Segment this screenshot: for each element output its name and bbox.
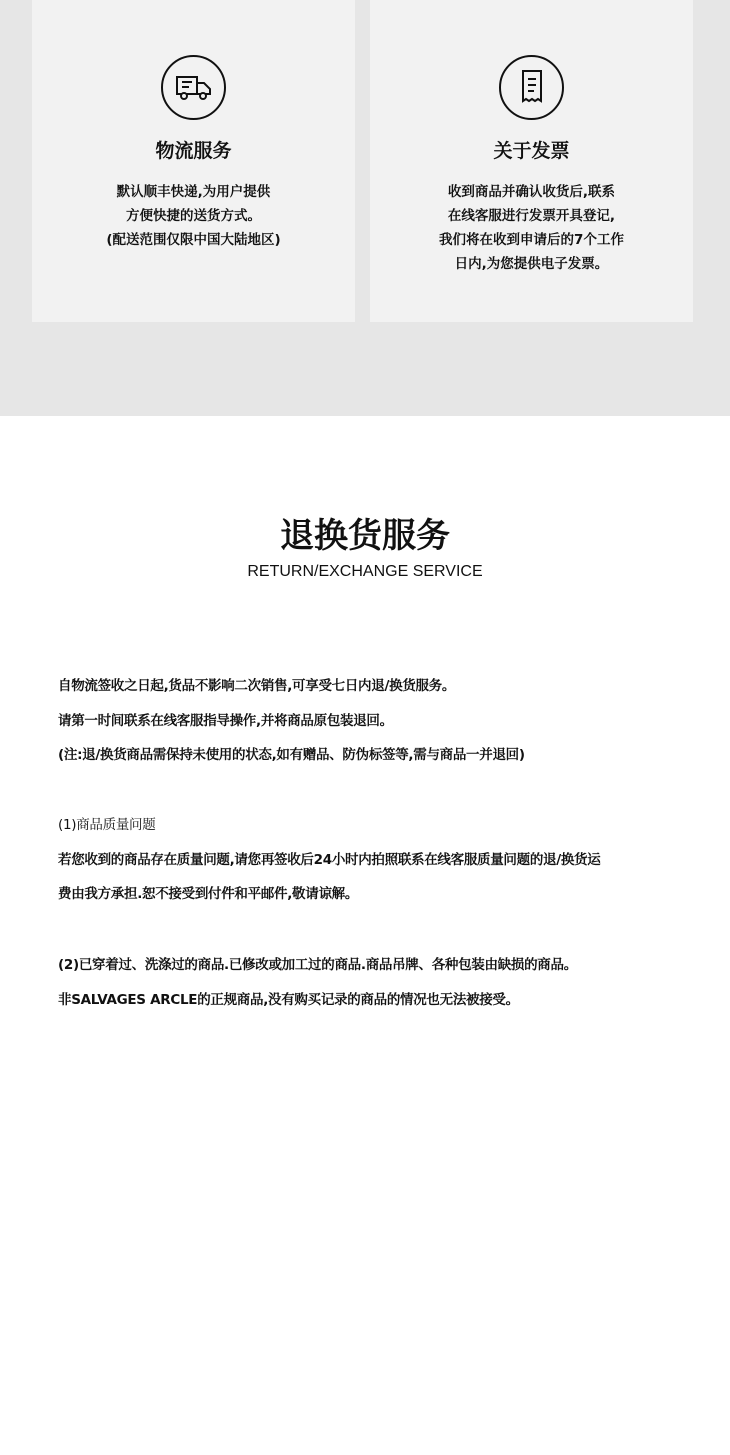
- section-title: 退换货服务: [280, 516, 450, 556]
- logistics-card: [32, 0, 355, 322]
- card-title: 关于发票: [493, 140, 570, 162]
- truck-icon: [161, 55, 226, 120]
- policy-line: 费由我方承担.恕不接受到付件和平邮件,敬请谅解。: [58, 886, 359, 902]
- card-line: (配送范围仅限中国大陆地区): [106, 232, 281, 248]
- policy-note: (注:退/换货商品需保持未使用的状态,如有赠品、防伪标签等,需与商品一并退回): [58, 747, 525, 763]
- card-line: 在线客服进行发票开具登记,: [447, 208, 616, 224]
- card-line: 我们将在收到申请后的7个工作: [439, 232, 624, 248]
- policy-line: 请第一时间联系在线客服指导操作,并将商品原包装退回。: [58, 713, 393, 729]
- policy-line: 若您收到的商品存在质量问题,请您再签收后24小时内拍照联系在线客服质量问题的退/换货运: [58, 852, 601, 868]
- card-text: [32, 180, 355, 252]
- card-line: 收到商品并确认收货后,联系: [447, 184, 616, 200]
- receipt-icon: [499, 55, 564, 120]
- section-subtitle: RETURN/EXCHANGE SERVICE: [247, 563, 483, 580]
- card-line: 日内,为您提供电子发票。: [454, 256, 609, 272]
- invoice-card: [370, 0, 693, 322]
- card-title: 物流服务: [155, 140, 232, 162]
- policy-heading: (1)商品质量问题: [58, 817, 156, 833]
- policy-line: (2)已穿着过、洗涤过的商品.已修改或加工过的商品.商品吊牌、各种包装由缺损的商品。: [58, 957, 577, 973]
- card-text: [370, 180, 693, 276]
- info-band: [0, 0, 730, 416]
- card-line: 默认顺丰快递,为用户提供: [116, 184, 271, 200]
- policy-line: 自物流签收之日起,货品不影响二次销售,可享受七日内退/换货服务。: [58, 678, 456, 694]
- policy-line: 非SALVAGES ARCLE的正规商品,没有购买记录的商品的情况也无法被接受。: [58, 992, 519, 1008]
- card-line: 方便快捷的送货方式。: [126, 208, 261, 224]
